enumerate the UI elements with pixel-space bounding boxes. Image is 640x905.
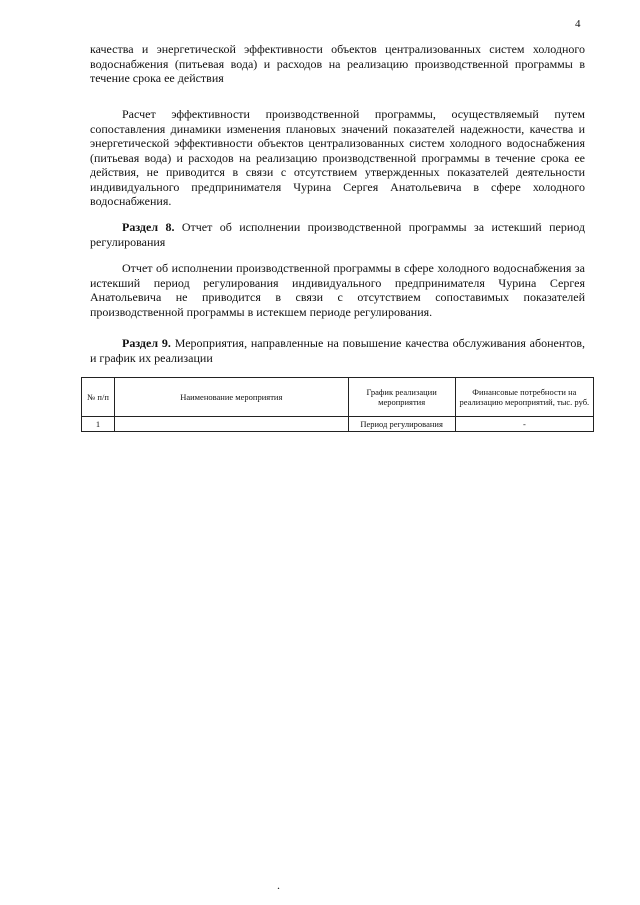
page-number: 4: [575, 18, 581, 30]
section-9-label: Раздел 9.: [122, 336, 171, 350]
paragraph-efficiency-calculation: Расчет эффективности производственной программы, осуществляемый путем сопоставления динамики изменения плановых значений показателей надежности, качества и энергетической эффективности объектов централизованных систем холодного водоснабжения (питьевая вода) и расходов на реализацию производственной программы в течение срока ее действия, не приводится в связи с отсутствием утвержденных показателей деятельности индивидуального предпринимателя Чурина Сергея Анатольевича в сфере холодного водоснабжения.: [90, 107, 585, 208]
section-9-title: Мероприятия, направленные на повышение качества обслуживания абонентов, и график их реализации: [90, 336, 586, 365]
header-financing: Финансовые потребности на реализацию мероприятий, тыс. руб.: [455, 378, 593, 417]
section-8-label: Раздел 8.: [122, 220, 175, 234]
section-8-heading: [90, 220, 585, 249]
footer-mark: .: [277, 878, 280, 892]
header-name: Наименование мероприятия: [115, 378, 348, 417]
paragraph-continuation: качества и энергетической эффективности объектов централизованных систем холодного водоснабжения (питьевая вода) и расходов на реализацию производственной программы в течение срока ее действия: [90, 42, 585, 85]
table-header-row: [82, 378, 594, 417]
section-8-title: Отчет об исполнении производственной программы за истекший период регулирования: [90, 220, 585, 249]
cell-number: 1: [82, 417, 115, 432]
paragraph-execution-report: Отчет об исполнении производственной программы в сфере холодного водоснабжения за истекший период регулирования индивидуального предпринимателя Чурина Сергея Анатольевича не приводится в связи с отсутствием сопоставимых показателей производственной программы в истекшем периоде регулирования.: [90, 261, 585, 319]
header-schedule: График реализации мероприятия: [348, 378, 455, 417]
cell-financing: -: [455, 417, 593, 432]
table-row: [82, 417, 594, 432]
cell-schedule: Период регулирования: [348, 417, 455, 432]
section-9-heading: [90, 336, 585, 365]
cell-name: [115, 417, 348, 432]
header-number: № п/п: [82, 378, 115, 417]
measures-table: [81, 377, 594, 432]
